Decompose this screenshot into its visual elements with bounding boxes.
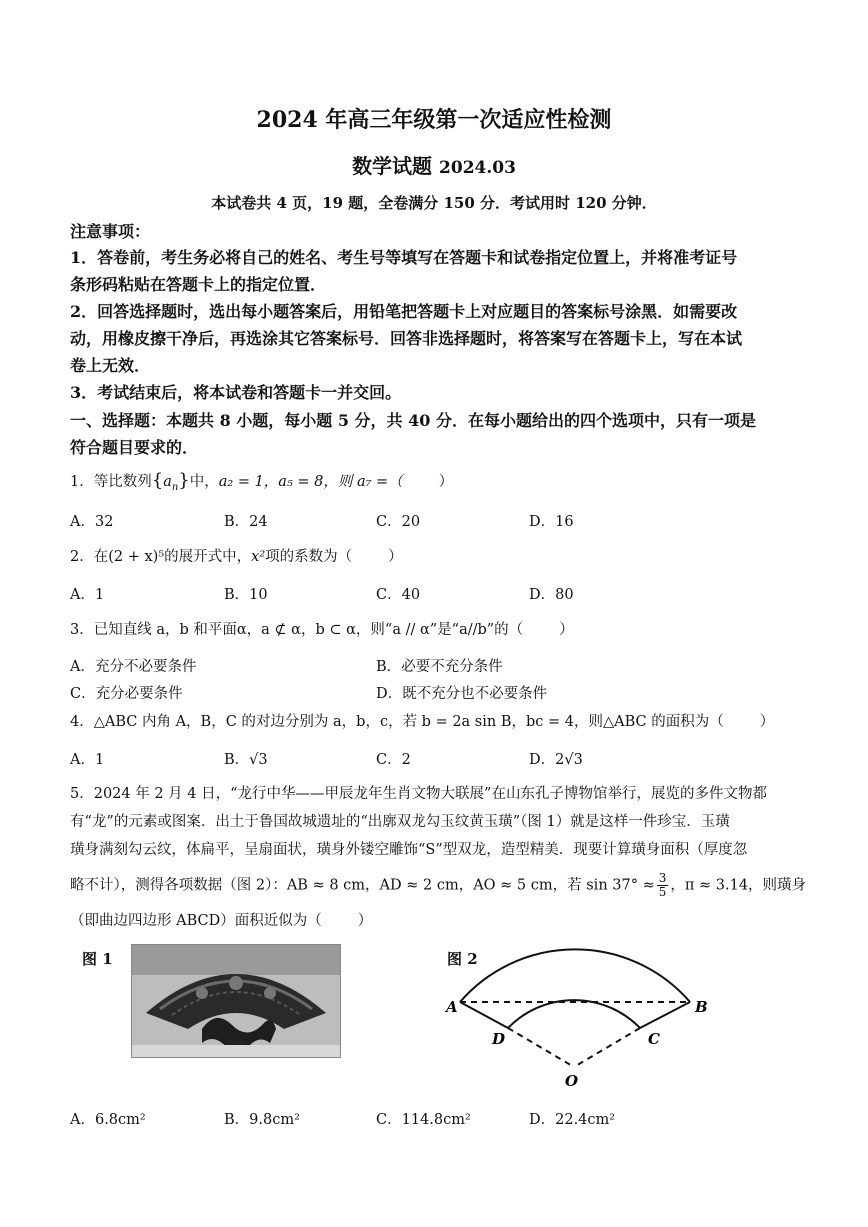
outer-arc bbox=[460, 949, 690, 1002]
segment-ad bbox=[460, 1002, 508, 1028]
fraction-denominator: 5 bbox=[658, 885, 667, 899]
q5-line-4-pre: 略不计），测得各项数据（图 2）：AB ≈ 8 cm，AD ≈ 2 cm，AO ≈ 5 cm，若 sin 37° ≈ bbox=[70, 877, 655, 894]
q5-option-a: A．6.8cm² bbox=[70, 1112, 146, 1128]
q5-line-3: 璜身满刻勾云纹，体扁平，呈扇面状，璜身外镂空雕饰“S”型双龙，造型精美．现要计算璜身面积（厚度忽 bbox=[70, 842, 748, 858]
subject-title: 数学试题 bbox=[352, 154, 433, 178]
q1-mid: 中， bbox=[189, 474, 219, 490]
q2-option-a: A．1 bbox=[70, 587, 105, 603]
q5-line-1: 5．2024 年 2 月 4 日，“龙行中华——甲辰龙年生肖文物大联展”在山东孔子博物馆举行，展览的多件文物都 bbox=[70, 786, 767, 802]
jade-pendant-photo bbox=[131, 944, 341, 1058]
q3-text: 3．已知直线 a，b 和平面α，a ⊄ α，b ⊂ α，则“a // α”是“a//b”的（ bbox=[70, 622, 524, 638]
point-c-label: C bbox=[648, 1030, 660, 1048]
q1-option-d: D．16 bbox=[529, 514, 574, 530]
q2-option-b: B．10 bbox=[224, 587, 268, 603]
q2-mid: 的展开式中， bbox=[164, 549, 252, 565]
q1-condition: a₂ = 1，a₅ = 8，则 a₇ =（ bbox=[218, 474, 403, 490]
q4-option-c: C．2 bbox=[376, 752, 411, 768]
q4-option-d: D．2√3 bbox=[529, 752, 583, 768]
q5-line-4-post: ，π ≈ 3.14，则璜身 bbox=[670, 877, 807, 894]
question-4 bbox=[70, 710, 774, 731]
q4-option-a: A．1 bbox=[70, 752, 105, 768]
figure-1-label: 图 1 bbox=[82, 950, 113, 968]
notice-heading: 注意事项： bbox=[70, 222, 151, 241]
sequence-brace-right: } bbox=[178, 470, 190, 491]
section-heading-line-2: 符合题目要求的． bbox=[70, 438, 199, 457]
segment-bc bbox=[640, 1002, 690, 1028]
q3-option-c: C．充分必要条件 bbox=[70, 686, 183, 702]
exam-date: 2024.03 bbox=[439, 158, 516, 178]
q1-option-c: C．20 bbox=[376, 514, 421, 530]
notice-item-1-line-2: 条形码粘贴在答题卡上的指定位置． bbox=[70, 275, 327, 294]
notice-item-2-line-2: 动，用橡皮擦干净后，再选涂其它答案标号．回答非选择题时，将答案写在答题卡上，写在本试 bbox=[70, 329, 743, 348]
sequence-term: $a_n$ bbox=[163, 474, 179, 493]
q3-paren-close: ） bbox=[559, 622, 574, 638]
question-1 bbox=[70, 470, 453, 493]
fraction-three-fifths bbox=[657, 872, 669, 899]
q5-line-4 bbox=[70, 872, 806, 899]
q4-option-b: B．√3 bbox=[224, 752, 268, 768]
q4-text: 4．△ABC 内角 A，B，C 的对边分别为 a，b，c，若 b = 2a sin B，bc = 4，则△ABC 的面积为（ bbox=[70, 714, 724, 730]
q2-expression: (2 + x)⁵ bbox=[108, 549, 165, 565]
q2-option-d: D．80 bbox=[529, 587, 574, 603]
q1-prefix: 1．等比数列 bbox=[70, 474, 152, 490]
question-3 bbox=[70, 618, 574, 639]
q2-option-c: C．40 bbox=[376, 587, 421, 603]
point-d-label: D bbox=[492, 1030, 506, 1048]
q1-option-a: A．32 bbox=[70, 514, 114, 530]
q5-option-d: D．22.4cm² bbox=[529, 1112, 616, 1128]
exam-info: 本试卷共 4 页，19 题，全卷满分 150 分．考试用时 120 分钟． bbox=[211, 194, 657, 212]
page-title: 2024 年高三年级第一次适应性检测 bbox=[256, 107, 612, 133]
sequence-brace-left: { bbox=[151, 470, 164, 491]
q2-post: 项的系数为（ bbox=[265, 549, 353, 565]
segment-co bbox=[574, 1028, 640, 1067]
inner-arc bbox=[508, 1000, 640, 1028]
point-a-label: A bbox=[446, 998, 458, 1016]
q3-option-b: B．必要不充分条件 bbox=[376, 659, 503, 675]
notice-item-2-line-1: 2．回答选择题时，选出每小题答案后，用铅笔把答题卡上对应题目的答案标号涂黑．如需要改 bbox=[70, 302, 738, 321]
jade-pendant-illustration bbox=[132, 945, 340, 1057]
point-b-label: B bbox=[695, 998, 708, 1016]
notice-item-2-line-3: 卷上无效． bbox=[70, 356, 151, 375]
fraction-numerator: 3 bbox=[658, 871, 667, 885]
q5-option-c: C．114.8cm² bbox=[376, 1112, 471, 1128]
segment-do bbox=[508, 1028, 574, 1067]
q2-paren-close: ） bbox=[388, 549, 403, 565]
q4-paren-close: ） bbox=[759, 714, 775, 730]
q3-option-a: A．充分不必要条件 bbox=[70, 659, 197, 675]
q5-option-b: B．9.8cm² bbox=[224, 1112, 300, 1128]
q3-option-d: D．既不充分也不必要条件 bbox=[376, 686, 548, 702]
q5-paren-close: ） bbox=[357, 913, 373, 929]
q5-line-5 bbox=[70, 909, 372, 930]
page-subtitle bbox=[0, 150, 868, 179]
figure-2-label: 图 2 bbox=[447, 950, 478, 968]
q1-paren-close: ） bbox=[438, 474, 454, 490]
q2-term: x² bbox=[251, 549, 266, 565]
q2-prefix: 2．在 bbox=[70, 549, 109, 565]
notice-item-3: 3．考试结束后，将本试卷和答题卡一并交回。 bbox=[70, 383, 402, 402]
q1-option-b: B．24 bbox=[224, 514, 268, 530]
question-2 bbox=[70, 545, 403, 566]
sector-diagram bbox=[440, 930, 730, 1095]
q5-line-5-text: （即曲边四边形 ABCD）面积近似为（ bbox=[70, 913, 322, 929]
point-o-label: O bbox=[565, 1072, 579, 1090]
q5-line-2: 有“龙”的元素或图案．出土于鲁国故城遗址的“出廓双龙勾玉纹黄玉璜”（图 1）就是这样一件珍宝．玉璜 bbox=[70, 814, 730, 830]
section-heading-line-1: 一、选择题：本题共 8 小题，每小题 5 分，共 40 分．在每小题给出的四个选项中，只有一项是 bbox=[70, 411, 756, 430]
notice-item-1-line-1: 1．答卷前，考生务必将自己的姓名、考生号等填写在答题卡和试卷指定位置上，并将准考证号 bbox=[70, 248, 738, 267]
